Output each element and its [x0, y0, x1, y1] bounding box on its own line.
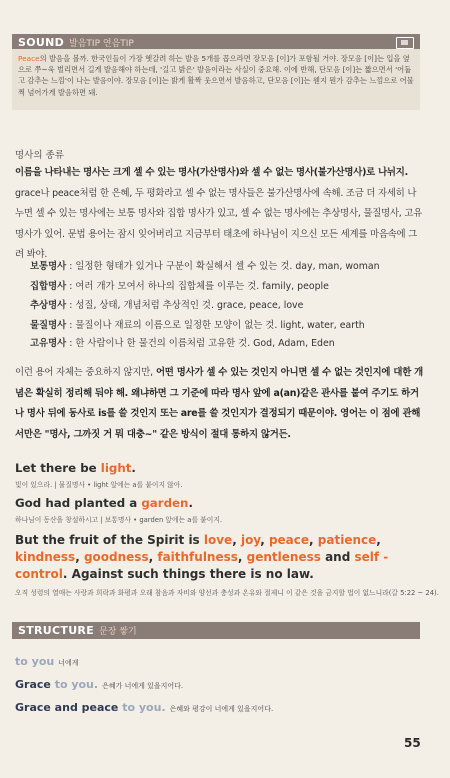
noun-kind-item: 보통명사 : 일정한 형태가 있거나 구분이 확실해서 셀 수 있는 것. day, man, woman — [30, 261, 380, 272]
structure-subtitle: 문장 쌓기 — [99, 627, 137, 637]
example-sentence-1: Let there be light. — [15, 461, 136, 475]
sound-title: SOUND — [18, 36, 65, 49]
structure-header-bar — [12, 622, 420, 639]
sound-subtitle: 발음TIP 연음TIP — [69, 39, 134, 49]
intro-paragraph: 이름을 나타내는 명사는 크게 셀 수 있는 명사(가산명사)와 셀 수 없는 명사(불가산명사)로 나뉘지. grace나 peace처럼 한 은혜, 두 평화라고 셀 수 없는 명사들은 불가산명사에 속해. 조금 더 자세히 나누면 셀 수 있는 명사에는 보통 명사와 집합 명사가 있고, 셀 수 없는 명사에는 추상명사, 물질명사, 고유명사가 있어. 문법 용어는 잠시 잊어버리고 지금부터 태초에 하나님이 지으신 모든 세계를 마음속에 그려 봐야. — [15, 167, 423, 260]
noun-kind-item: 집합명사 : 여러 개가 모여서 하나의 집합체를 이루는 것. family, people — [30, 281, 329, 292]
noun-kind-item: 물질명사 : 물질이나 재료의 이름으로 일정한 모양이 없는 것. light, water, earth — [30, 320, 365, 331]
explanation-paragraph: 이런 용어 자체는 중요하지 않지만, 어떤 명사가 셀 수 있는 것인지 아니면 셀 수 없는 것인지에 대한 개념은 확실히 정리해 둬야 해. 왜냐하면 그 기준에 따라 명사 앞에 a(an)같은 관사를 붙여 주기도 하거나 명사 뒤에 동사로 is를 쓸 것인지 또는 are를 쓸 것인지가 결정되기 때문이야. 영어는 이 점에 관해서만은 "명사, 그까짓 거 뭐 대충~" 같은 방식이 절대 통하지 않거든. — [15, 367, 423, 440]
structure-title: STRUCTURE — [18, 624, 95, 637]
section-heading-noun-kinds: 명사의 종류 — [15, 150, 64, 161]
example-sentence-3: But the fruit of the Spirit is love, joy, peace, patience, kindness, goodness, faithfulness, gentleness and self - control. Against such things there is no law. — [15, 533, 389, 581]
noun-kind-item: 고유명사 : 한 사람이나 한 물건의 이름처럼 고유한 것. God, Adam, Eden — [30, 338, 335, 349]
noun-kind-item: 추상명사 : 성질, 상태, 개념처럼 추상적인 것. grace, peace, love — [30, 300, 304, 311]
structure-line-2: Grace to you. 은혜가 너에게 있을지어다. — [15, 678, 184, 691]
page-number: 55 — [404, 736, 421, 750]
structure-line-3: Grace and peace to you. 은혜와 평강이 너에게 있을지어다. — [15, 701, 274, 714]
sound-tip-text: Peace의 발음을 볼까. 한국인들이 가장 헷갈려 하는 발음 5개를 꼽으라면 장모음 [이]가 포함될 거야. 장모음 [이]는 입을 옆으로 쭈~욱 벌리면서 길게 발음해야 하는데, '길고 밝은' 발음이라는 사실이 중요해. 이에 반해, 단모음 [이]는 짧으면서 '어둡고 감추는 느낌'이 나는 발음이야. 장모음 [이]는 밝게 활짝 웃으면서 발음하고, 단모음 [이]는 웬지 뭔가 감추는 느낌으로 어물쩍 넘어가게 발음하면 돼. — [18, 54, 414, 97]
example-translation-1: 빛이 있으라. | 물질명사 • light 앞에는 a를 붙이지 않아. — [15, 481, 183, 489]
example-translation-2: 하나님이 동산을 창설하시고 | 보통명사 • garden 앞에는 a를 붙이지. — [15, 516, 223, 524]
speaker-icon — [396, 37, 414, 49]
structure-line-1: to you 너에게 — [15, 655, 79, 668]
example-translation-3: 오직 성령의 열매는 사랑과 희락과 화평과 오래 참음과 자비와 양선과 충성과 온유와 절제니 이 같은 것을 금지할 법이 없느니라(갈 5:22 ~ 24). — [15, 589, 439, 597]
example-sentence-2: God had planted a garden. — [15, 496, 193, 510]
